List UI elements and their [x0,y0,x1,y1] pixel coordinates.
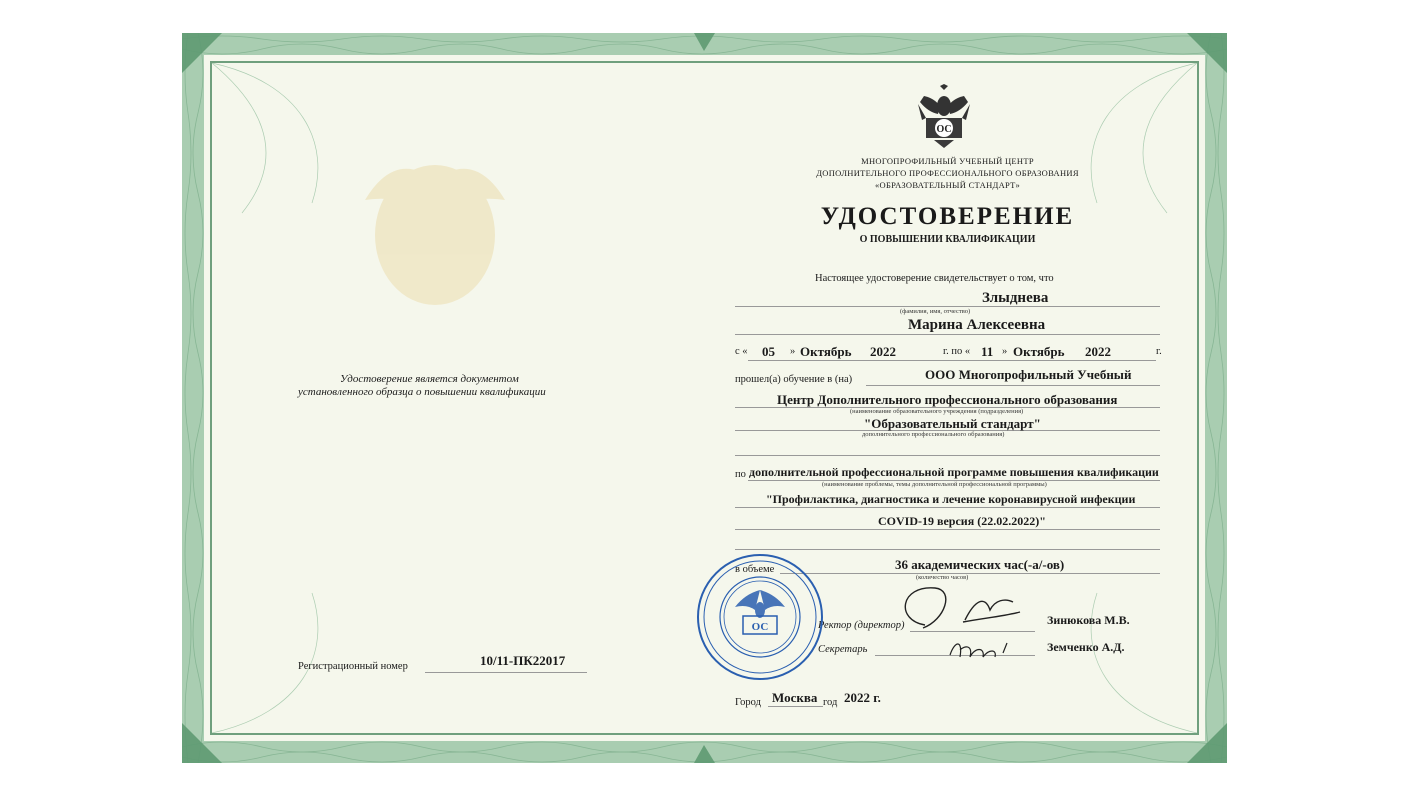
program-line2: "Профилактика, диагностика и лечение коронавирусной инфекции [766,492,1136,506]
secretary-signature [945,635,1025,665]
city-underline [768,706,823,707]
institution-underline-1 [866,385,1160,386]
period-to-month: Октябрь [1013,344,1065,359]
volume-label: в объеме [735,564,775,575]
eagle-logo-icon [916,84,972,148]
program-label: по [735,469,746,480]
person-name-hint: (фамилия, имя, отчество) [900,308,971,315]
logo-text: ОС [936,124,952,135]
person-given-names: Марина Алексеевна [908,317,1046,333]
period-from-month: Октябрь [800,344,852,359]
institution-hint2: дополнительного профессионального образования) [862,431,1005,438]
stamp-logo-text: ОС [751,621,769,633]
rector-name: Зинюкова М.В. [1047,613,1130,627]
program-line3: COVID-19 версия (22.02.2022)" [878,514,1046,528]
reg-number-underline [425,672,587,673]
given-names-underline [735,334,1160,335]
institution-line2: Центр Дополнительного профессионального образования [777,392,1118,407]
document-title: УДОСТОВЕРЕНИЕ [820,203,1075,230]
institution-label: прошел(а) обучение в (на) [735,374,853,385]
rector-signature [895,580,1035,640]
issuer-line3: «ОБРАЗОВАТЕЛЬНЫЙ СТАНДАРТ» [875,180,1020,190]
rector-label: Ректор (директор) [818,620,905,631]
secretary-label: Секретарь [818,644,868,655]
program-underline-3 [735,529,1160,530]
institution-line3: "Образовательный стандарт" [864,416,1041,431]
volume-hint: (количество часов) [916,574,969,581]
program-hint: (наименование проблемы, темы дополнительной профессиональной программы) [822,481,1047,488]
reg-number-value: 10/11-ПК22017 [480,653,566,668]
period-suffix: г. [1156,346,1162,357]
left-note-line2: установленного образца о повышении квалификации [298,386,546,398]
period-from-year: 2022 [870,344,896,359]
institution-underline-4 [735,455,1160,456]
city-value: Москва [772,690,818,705]
secretary-name: Земченко А.Д. [1047,640,1125,654]
reg-number-label: Регистрационный номер [298,661,408,672]
period-from-day: 05 [762,344,775,359]
intro-text: Настоящее удостоверение свидетельствует о том, что [815,273,1054,284]
document-subtitle: О ПОВЫШЕНИИ КВАЛИФИКАЦИИ [859,234,1036,245]
period-to-prefix: г. по « [943,346,971,357]
issuer-line2: ДОПОЛНИТЕЛЬНОГО ПРОФЕССИОНАЛЬНОГО ОБРАЗОВАНИЯ [816,168,1079,178]
period-to-close: » [1002,346,1008,357]
volume-value: 36 академических час(-а/-ов) [895,557,1065,572]
program-line1: дополнительной профессиональной программе повышения квалификации [749,465,1159,479]
institution-hint1: (наименование образовательного учреждения (подразделения) [850,408,1024,415]
year-value: 2022 г. [844,690,881,705]
year-label: год [823,697,838,708]
issuer-line1: МНОГОПРОФИЛЬНЫЙ УЧЕБНЫЙ ЦЕНТР [861,156,1034,166]
surname-underline [735,306,1160,307]
watermark-emblem [345,140,525,320]
official-stamp [695,552,825,682]
period-to-year: 2022 [1085,344,1111,359]
program-underline-4 [735,549,1160,550]
person-surname: Злыднева [982,290,1049,306]
city-label: Город [735,697,761,708]
volume-underline [780,573,1160,574]
left-note-line1: Удостоверение является документом [340,373,519,385]
period-underline [748,360,1156,361]
period-to-day: 11 [981,344,994,359]
institution-line1: ООО Многопрофильный Учебный [925,367,1132,382]
period-from-close: » [790,346,796,357]
period-from-prefix: с « [735,346,748,357]
program-underline-2 [735,507,1160,508]
